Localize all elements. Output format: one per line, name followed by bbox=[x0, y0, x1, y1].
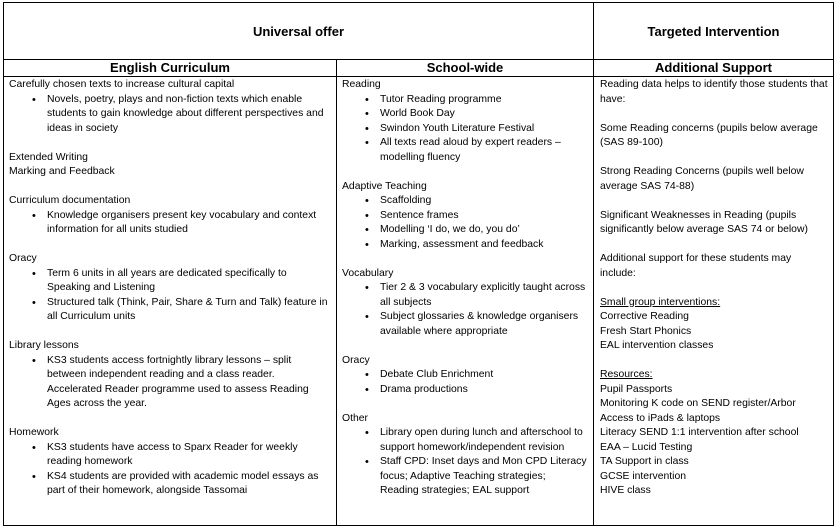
bullet-list bbox=[9, 93, 331, 137]
intro-text: Reading data helps to identify those students that have: bbox=[600, 79, 828, 105]
bullet-list bbox=[9, 441, 331, 499]
section-title: Adaptive Teaching bbox=[342, 180, 427, 192]
bullet-list bbox=[342, 194, 587, 252]
section-title: Oracy bbox=[9, 253, 37, 264]
list-item: • Tier 2 & 3 vocabulary explicitly taught across all subjects bbox=[380, 281, 587, 310]
list-item: • Tutor Reading programme bbox=[380, 93, 587, 108]
resources-heading: Resources: bbox=[600, 369, 653, 380]
bullet-list bbox=[342, 93, 587, 166]
list-item: TA Support in class bbox=[600, 456, 689, 467]
list-item: • Library open during lunch and afterschool to support homework/independent revision bbox=[380, 426, 587, 455]
divider-universal-targeted bbox=[593, 2, 594, 526]
list-item: • Swindon Youth Literature Festival bbox=[380, 122, 587, 137]
section-title: Extended Writing bbox=[9, 151, 88, 163]
list-item: • Sentence frames bbox=[380, 209, 587, 224]
bullet-list bbox=[342, 368, 587, 397]
section-title: Carefully chosen texts to increase cultural capital bbox=[9, 79, 235, 90]
school-wide-heading: School-wide bbox=[426, 60, 504, 75]
list-item: • Scaffolding bbox=[380, 194, 587, 209]
bullet-list bbox=[9, 354, 331, 412]
list-item: EAL intervention classes bbox=[600, 340, 714, 351]
list-item: • World Book Day bbox=[380, 107, 587, 122]
section-title: Vocabulary bbox=[342, 267, 394, 279]
list-item: • Term 6 units in all years are dedicated specifically to Speaking and Listening bbox=[47, 267, 331, 296]
list-item: HIVE class bbox=[600, 485, 651, 496]
universal-offer-heading: Universal offer bbox=[252, 24, 345, 39]
list-item: • Staff CPD: Inset days and Mon CPD Literacy focus; Adaptive Teaching strategies; Reading strategies; EAL support bbox=[380, 455, 587, 499]
border-right bbox=[833, 2, 834, 526]
additional-support-heading: Additional Support bbox=[655, 60, 772, 75]
concern-level: Some Reading concerns (pupils below average (SAS 89-100) bbox=[600, 122, 818, 148]
list-item: • All texts read aloud by expert readers – modelling fluency bbox=[380, 136, 587, 165]
row-divider-subheaders bbox=[3, 76, 834, 77]
list-item: • Subject glossaries & knowledge organisers available where appropriate bbox=[380, 310, 587, 339]
list-item: Literacy SEND 1:1 intervention after school bbox=[600, 427, 799, 438]
more-support-text: Additional support for these students may include: bbox=[600, 253, 792, 279]
bullet-list bbox=[9, 209, 331, 238]
border-top bbox=[3, 2, 834, 3]
section-title: Homework bbox=[9, 427, 59, 438]
list-item: EAA – Lucid Testing bbox=[600, 441, 693, 453]
list-item: GCSE intervention bbox=[600, 470, 687, 482]
section-title: Reading bbox=[342, 79, 381, 90]
list-item: Access to iPads & laptops bbox=[600, 412, 721, 424]
section-title: Library lessons bbox=[9, 340, 79, 351]
list-item: Monitoring K code on SEND register/Arbor bbox=[600, 398, 796, 409]
border-bottom bbox=[3, 525, 834, 526]
list-item: • KS4 students are provided with academic model essays as part of their homework, alongside Tassomai bbox=[47, 470, 331, 499]
list-item: • Knowledge organisers present key vocabulary and context information for all units studied bbox=[47, 209, 331, 238]
section-title: Curriculum documentation bbox=[9, 195, 131, 206]
list-item: • Novels, poetry, plays and non-fiction texts which enable students to gain knowledge about different perspectives and ideas in society bbox=[47, 93, 331, 137]
targeted-intervention-heading: Targeted Intervention bbox=[647, 24, 780, 39]
list-item: • KS3 students have access to Sparx Reader for weekly reading homework bbox=[47, 441, 331, 470]
bullet-list bbox=[342, 281, 587, 339]
list-item: • Debate Club Enrichment bbox=[380, 368, 587, 383]
concern-level: Strong Reading Concerns (pupils well below average SAS 74-88) bbox=[600, 166, 804, 192]
section-title: Oracy bbox=[342, 354, 370, 366]
section-title: Marking and Feedback bbox=[9, 166, 115, 177]
list-item: Pupil Passports bbox=[600, 383, 673, 395]
bullet-list bbox=[9, 267, 331, 325]
additional-support-column bbox=[600, 78, 828, 499]
english-curriculum-heading: English Curriculum bbox=[110, 60, 230, 75]
concern-level: Significant Weaknesses in Reading (pupils significantly below average SAS 74 or below) bbox=[600, 209, 808, 235]
list-item: • Structured talk (Think, Pair, Share & Turn and Talk) feature in all Curriculum units bbox=[47, 296, 331, 325]
bullet-list bbox=[342, 426, 587, 499]
list-item: • KS3 students access fortnightly library lessons – split between independent reading and a class reader. Accelerated Reader programme used to assess Reading Ages across the year. bbox=[47, 354, 331, 412]
small-group-heading: Small group interventions: bbox=[600, 296, 721, 308]
english-curriculum-column bbox=[9, 78, 331, 499]
list-item: Fresh Start Phonics bbox=[600, 325, 692, 337]
section-title: Other bbox=[342, 412, 368, 424]
list-item: Corrective Reading bbox=[600, 311, 689, 322]
list-item: • Drama productions bbox=[380, 383, 587, 398]
list-item: • Modelling ‘I do, we do, you do’ bbox=[380, 223, 587, 238]
border-left bbox=[3, 2, 4, 526]
list-item: • Marking, assessment and feedback bbox=[380, 238, 587, 253]
divider-english-school bbox=[336, 59, 337, 526]
school-wide-column bbox=[342, 78, 587, 499]
